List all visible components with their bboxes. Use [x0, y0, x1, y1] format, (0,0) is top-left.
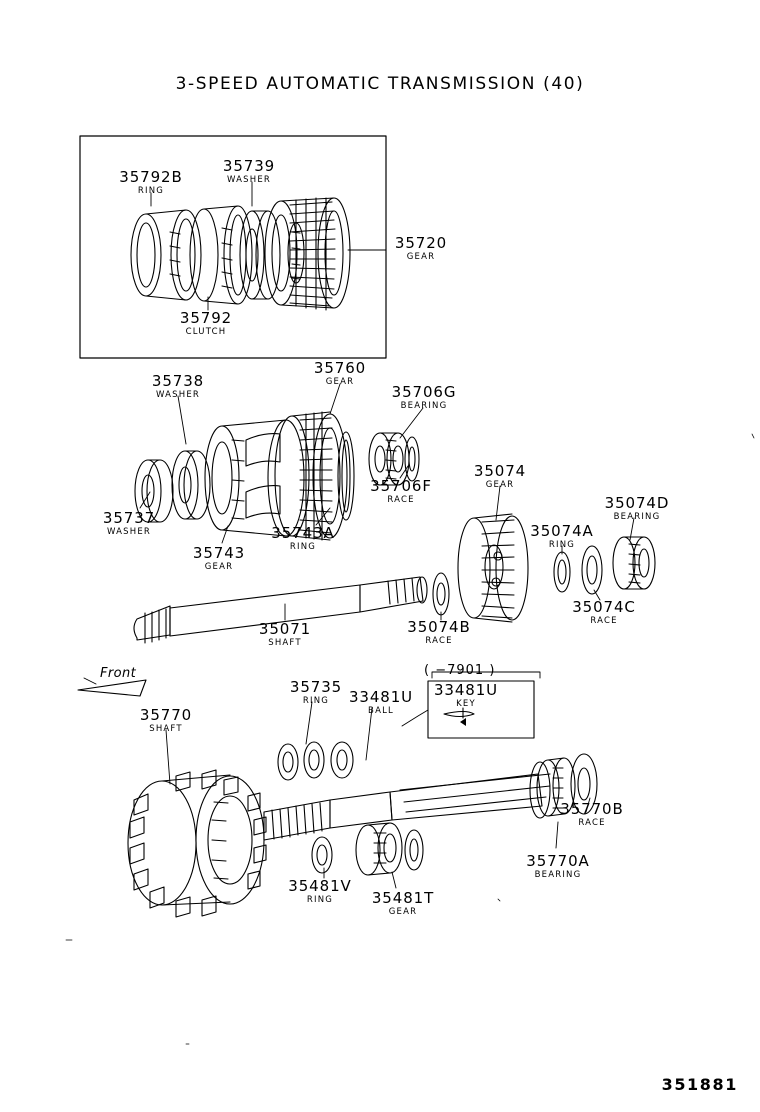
part-label-35738: 35738 WASHER [151, 372, 205, 400]
part-35735-ring-b [304, 742, 324, 778]
leader-35735 [306, 702, 312, 744]
part-35074b-race [433, 573, 449, 615]
part-35074c-race [582, 546, 602, 594]
part-35074a-ring [554, 552, 570, 592]
part-35770-shaft-drum [128, 770, 266, 917]
part-33481u-ball [331, 742, 353, 778]
part-label-35706f: 35706F RACE [370, 477, 432, 505]
part-label-35720: 35720 GEAR [394, 234, 448, 262]
part-35074d-bearing [613, 537, 655, 589]
leader-35770 [166, 730, 170, 784]
part-label-35743: 35743 GEAR [192, 544, 246, 572]
part-label-35071: 35071 SHAFT [258, 620, 312, 648]
part-label-35074d: 35074D BEARING [604, 494, 670, 522]
part-label-35074a: 35074A RING [530, 522, 594, 550]
sheet-number: 351881 [661, 1075, 738, 1094]
part-label-35737: 35737 WASHER [102, 509, 156, 537]
part-label-35760: 35760 GEAR [313, 359, 367, 387]
part-label-35735: 35735 RING [289, 678, 343, 706]
part-label-35792: 35792 CLUTCH [179, 309, 233, 337]
part-35074-gear [458, 514, 528, 622]
part-label-35770: 35770 SHAFT [139, 706, 193, 734]
part-label-35481t: 35481T GEAR [371, 889, 435, 917]
leader-35706g [400, 408, 423, 438]
part-label-35770b: 35770B RACE [560, 800, 624, 828]
part-label-35743a: 35743A RING [271, 524, 335, 552]
leader-35738 [178, 396, 186, 444]
part-label-35792b: 35792B RING [119, 168, 183, 196]
leader-35481t [392, 872, 396, 888]
part-label-33481u-key: 33481U KEY [433, 681, 499, 709]
part-label-35706g: 35706G BEARING [391, 383, 457, 411]
part-35481v-ring [312, 837, 332, 873]
year-range-label: ( −7901 ) [424, 663, 496, 678]
part-35706f-race [405, 437, 419, 481]
part-label-35074c: 35074C RACE [572, 598, 636, 626]
part-35481t-gear [356, 823, 423, 875]
part-35738-washer [172, 451, 210, 519]
part-label-35770a: 35770A BEARING [526, 852, 590, 880]
part-35735-ring [278, 744, 298, 780]
part-label-35074b: 35074B RACE [407, 618, 471, 646]
part-35760-gear [275, 412, 347, 540]
leader-35760 [330, 384, 340, 414]
part-35743-gear [205, 420, 304, 536]
page-title: 3-SPEED AUTOMATIC TRANSMISSION (40) [175, 74, 585, 94]
part-label-35481v: 35481V RING [288, 877, 352, 905]
part-label-33481u-ball: 33481U BALL [348, 688, 414, 716]
leader-35743 [222, 526, 228, 543]
front-label: Front [100, 666, 137, 681]
leader-33481u-ball [366, 708, 372, 760]
part-label-35074: 35074 GEAR [473, 462, 527, 490]
part-label-35739: 35739 WASHER [222, 157, 276, 185]
